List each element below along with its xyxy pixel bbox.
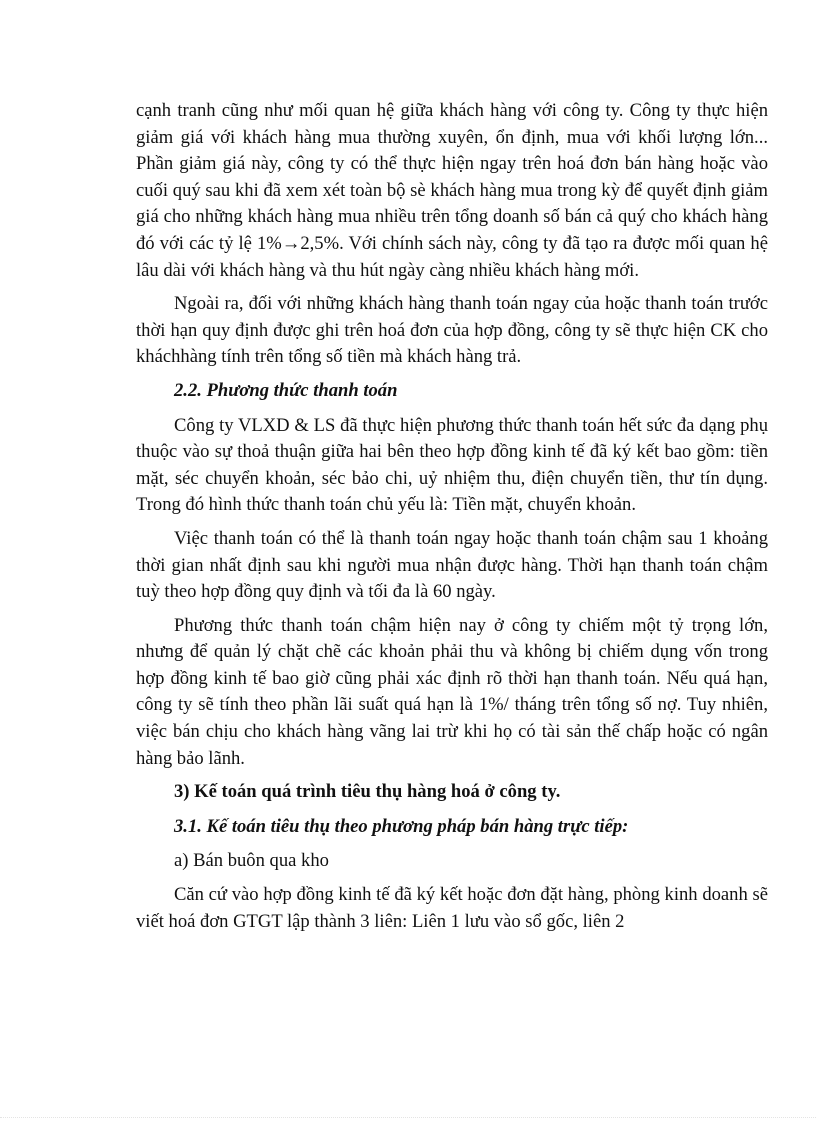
paragraph-deferred-payment: Phương thức thanh toán chậm hiện nay ở công ty chiếm một tỷ trọng lớn, nhưng để quản lý chặt chẽ các khoản phải thu và không bị chiếm dụng vốn trong hợp đồng kinh tế bao giờ cũng phải xác định rõ thời hạn thanh toán. Nếu quá hạn, công ty sẽ tính theo phần lãi suất quá hạn là 1%/ tháng trên tổng số nợ. Tuy nhiên, việc bán chịu cho khách hàng vãng lai trừ khi họ có tài sản thế chấp hoặc có ngân hàng bảo lãnh.	[136, 614, 768, 769]
document-body	[136, 98, 768, 942]
paragraph-payment-forms: Công ty VLXD & LS đã thực hiện phương thức thanh toán hết sức đa dạng phụ thuộc vào sự thoả thuận giữa hai bên theo hợp đồng kinh tế đã ký kết bao gồm: tiền mặt, séc chuyển khoản, séc bảo chi, uỷ nhiệm thu, điện chuyển tiền, thư tín dụng. Trong đó hình thức thanh toán chủ yếu là: Tiền mặt, chuyển khoản.	[136, 414, 768, 516]
page-bottom-edge	[0, 1117, 816, 1119]
paragraph-early-payment: Ngoài ra, đối với những khách hàng thanh toán ngay của hoặc thanh toán trước thời hạn quy định được ghi trên hoá đơn của hợp đồng, công ty sẽ thực hiện CK cho kháchhàng tính trên tổng số tiền mà khách hàng trả.	[136, 293, 768, 368]
section-heading-payment-method: 2.2. Phương thức thanh toán	[174, 379, 398, 401]
section-heading-sales-accounting: 3) Kế toán quá trình tiêu thụ hàng hoá ở công ty.	[174, 781, 561, 803]
item-heading-wholesale: a) Bán buôn qua kho	[174, 850, 329, 872]
paragraph-invoice-process: Căn cứ vào hợp đồng kinh tế đã ký kết hoặc đơn đặt hàng, phòng kinh doanh sẽ viết hoá đơn GTGT lập thành 3 liên: Liên 1 lưu vào sổ gốc, liên 2	[136, 884, 768, 932]
subsection-heading-direct-sales: 3.1. Kế toán tiêu thụ theo phương pháp bán hàng trực tiếp:	[174, 815, 629, 837]
paragraph-payment-timing: Việc thanh toán có thể là thanh toán ngay hoặc thanh toán chậm sau 1 khoảng thời gian nhất định sau khi người mua nhận được hàng. Thời hạn thanh toán chậm tuỳ theo hợp đồng quy định và tối đa là 60 ngày.	[136, 527, 768, 603]
paragraph-discount-policy: cạnh tranh cũng như mối quan hệ giữa khách hàng với công ty. Công ty thực hiện giảm giá với khách hàng mua thường xuyên, ổn định, mua với khối lượng lớn... Phần giảm giá này, công ty có thể thực hiện ngay trên hoá đơn bán hàng hoặc vào cuối quý sau khi đã xem xét toàn bộ sè khách hàng mua trong kỳ để quyết định giảm giá cho những khách hàng mua nhiều trên tổng doanh số bán cả quý cho khách hàng đó với các tỷ lệ 1%→2,5%. Với chính sách này, công ty đã tạo ra được mối quan hệ lâu dài với khách hàng và thu hút ngày càng nhiều khách hàng mới.	[136, 100, 768, 281]
